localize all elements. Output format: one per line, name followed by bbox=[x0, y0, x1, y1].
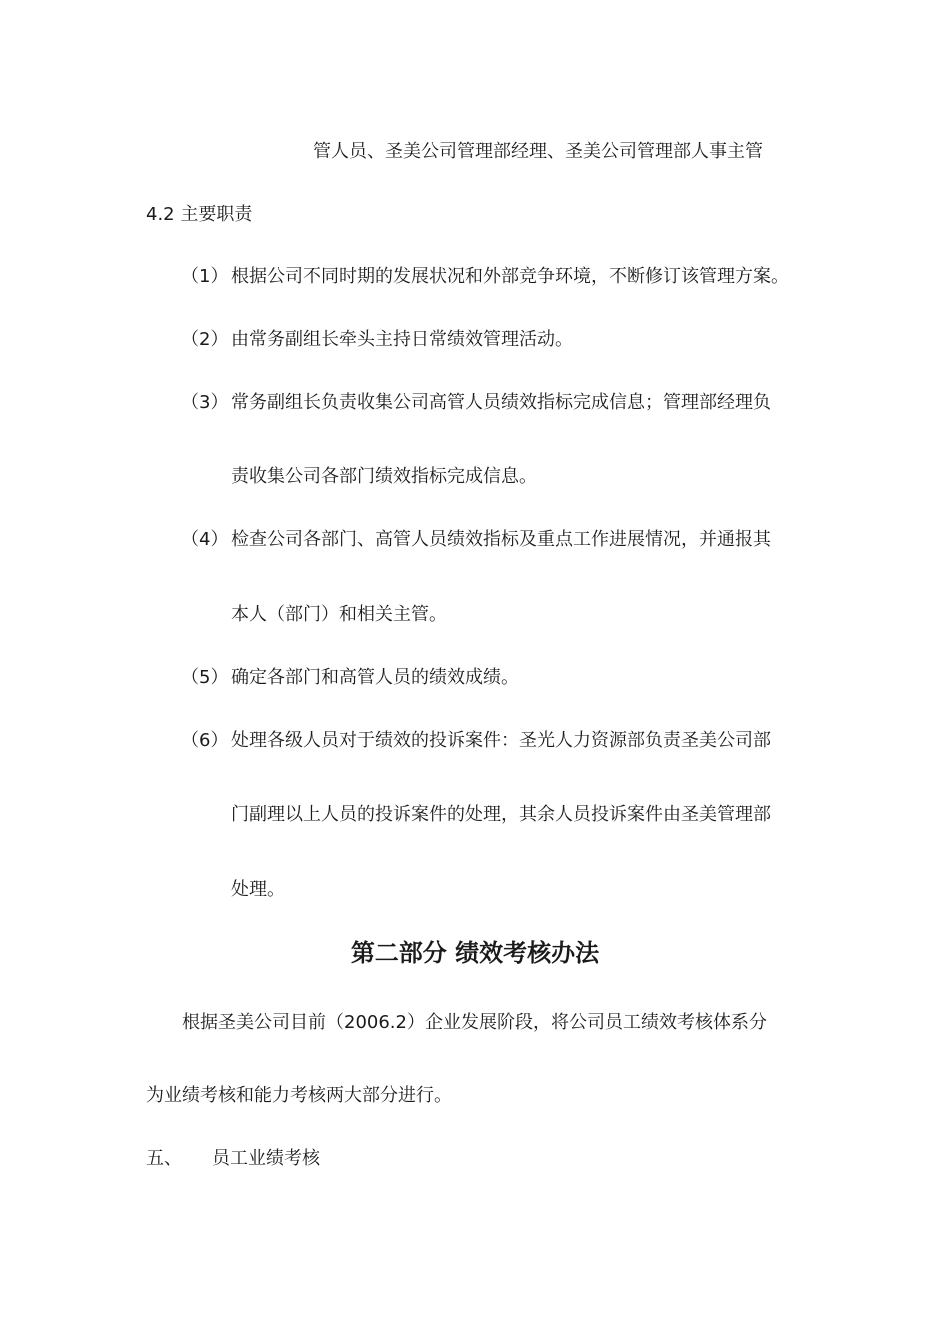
item-number: （5） bbox=[181, 667, 229, 688]
item-text: 确定各部门和高管人员的绩效成绩。 bbox=[231, 667, 519, 688]
item-text: 处理各级人员对于绩效的投诉案件：圣光人力资源部负责圣美公司部 bbox=[231, 730, 771, 751]
item-text: 由常务副组长牵头主持日常绩效管理活动。 bbox=[231, 329, 573, 350]
item-text: 常务副组长负责收集公司高管人员绩效指标完成信息；管理部经理负 bbox=[231, 392, 771, 413]
item-number: （4） bbox=[181, 529, 229, 550]
section-heading-4-2: 4.2 主要职责 bbox=[146, 204, 253, 225]
item-text: 处理。 bbox=[231, 879, 285, 900]
paragraph-line: 根据圣美公司目前（2006.2）企业发展阶段，将公司员工绩效考核体系分 bbox=[182, 1012, 767, 1033]
part-title: 第二部分 绩效考核办法 bbox=[350, 939, 600, 967]
item-number: （1） bbox=[181, 266, 229, 287]
continuation-line: 管人员、圣美公司管理部经理、圣美公司管理部人事主管 bbox=[313, 141, 763, 162]
item-number: （2） bbox=[181, 329, 229, 350]
section-heading-5: 员工业绩考核 bbox=[212, 1148, 320, 1169]
section-number: 五、 bbox=[146, 1148, 182, 1169]
item-text: 责收集公司各部门绩效指标完成信息。 bbox=[231, 466, 537, 487]
item-text: 检查公司各部门、高管人员绩效指标及重点工作进展情况，并通报其 bbox=[231, 529, 771, 550]
item-text: 本人（部门）和相关主管。 bbox=[231, 604, 447, 625]
item-number: （6） bbox=[181, 730, 229, 751]
item-text: 根据公司不同时期的发展状况和外部竞争环境，不断修订该管理方案。 bbox=[231, 266, 789, 287]
item-text: 门副理以上人员的投诉案件的处理，其余人员投诉案件由圣美管理部 bbox=[231, 804, 771, 825]
paragraph-line: 为业绩考核和能力考核两大部分进行。 bbox=[146, 1085, 452, 1106]
item-number: （3） bbox=[181, 392, 229, 413]
